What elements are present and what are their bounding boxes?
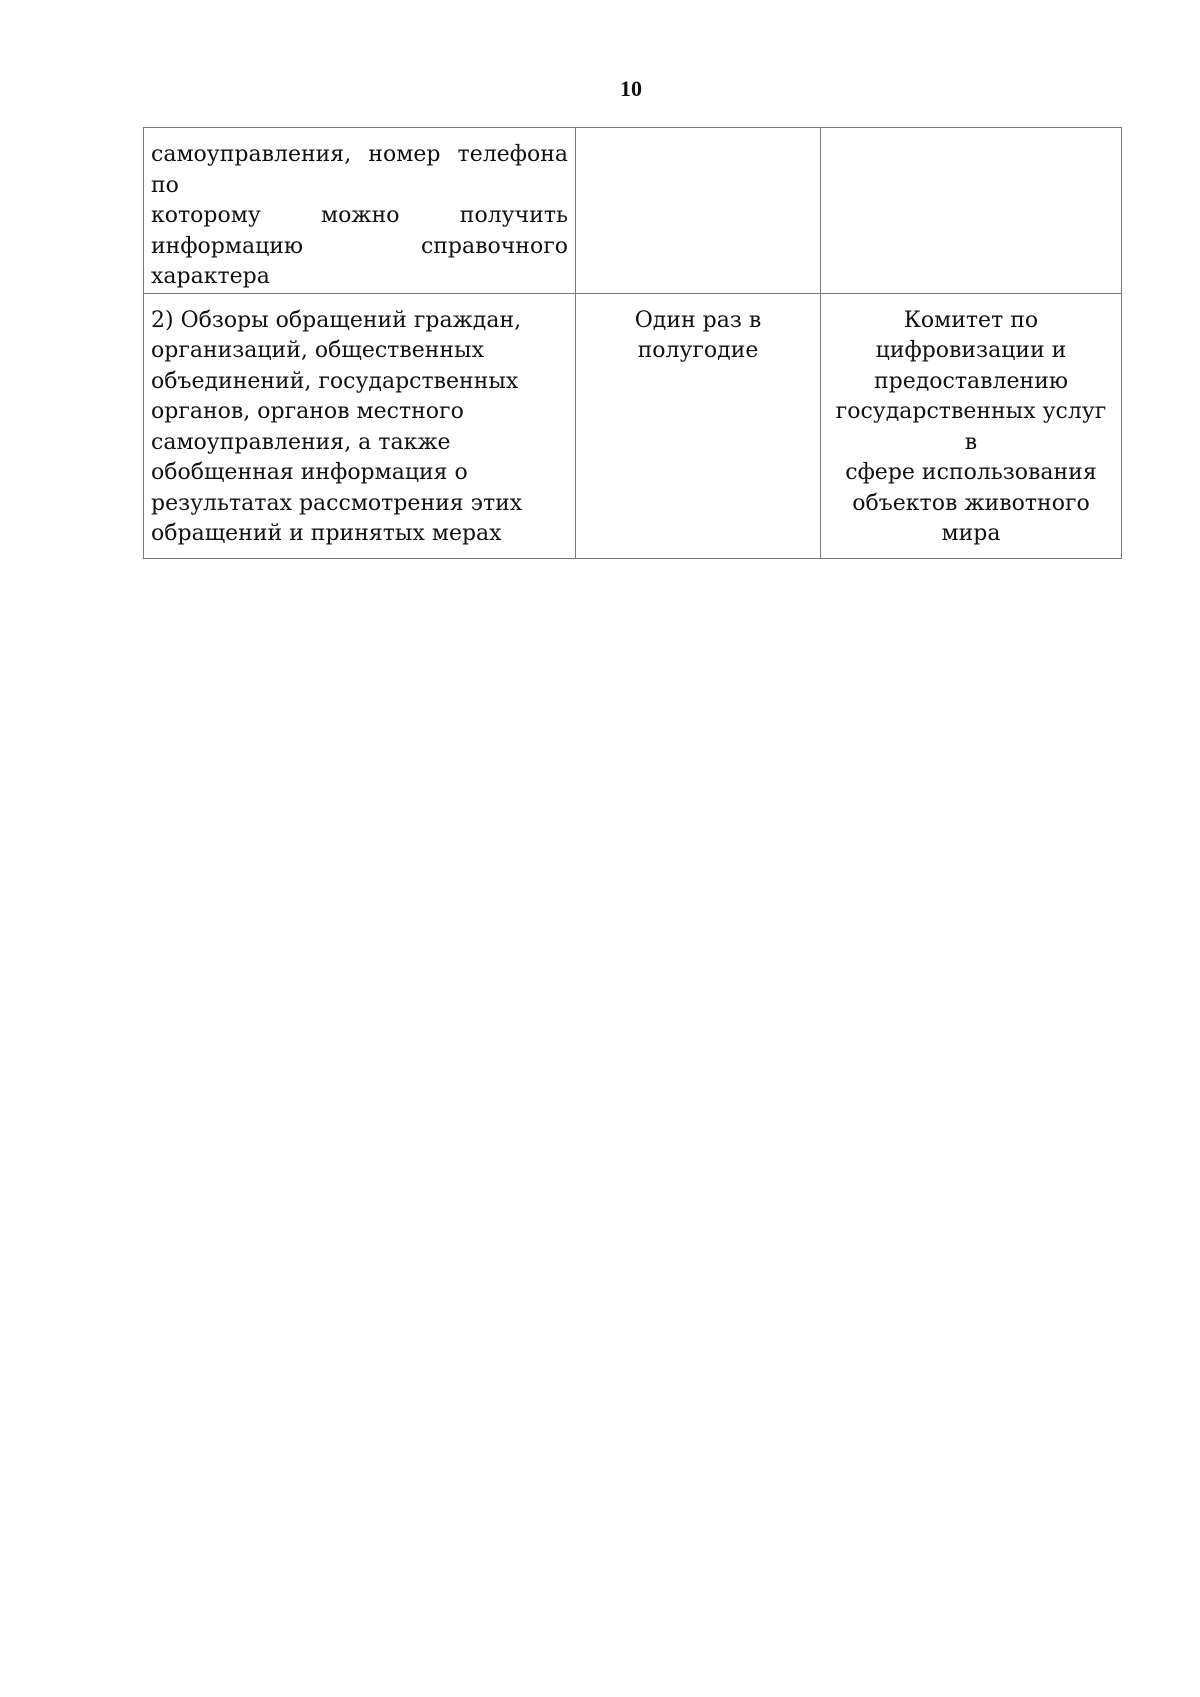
page-number: 10 xyxy=(620,76,642,101)
cell-text-line: мира xyxy=(941,521,1001,546)
table-cell-responsible xyxy=(821,293,1122,558)
cell-text-line: самоуправления, номер телефона по xyxy=(151,142,568,198)
cell-text-line: государственных услуг в xyxy=(835,399,1107,455)
cell-text-line: обращений и принятых мерах xyxy=(151,521,502,546)
cell-text-line: результатах рассмотрения этих xyxy=(151,490,523,516)
cell-text-line: предоставлению xyxy=(873,368,1069,394)
table-cell-frequency xyxy=(576,128,821,294)
table-cell-description xyxy=(144,293,576,558)
table-cell-description xyxy=(144,128,576,294)
table-row xyxy=(144,128,1122,294)
cell-text-line: Один раз в xyxy=(634,307,762,333)
cell-text-line: цифровизации и xyxy=(875,338,1067,363)
cell-text-line: 2) Обзоры обращений граждан, xyxy=(151,307,522,333)
cell-text-line: которому можно получить xyxy=(151,203,568,228)
document-table xyxy=(143,127,1122,559)
cell-text-line: самоуправления, а также xyxy=(151,429,451,455)
cell-text-line: информацию справочного характера xyxy=(151,233,568,289)
cell-text-line: полугодие xyxy=(637,338,759,363)
cell-text-line: сфере использования xyxy=(845,460,1097,485)
cell-text-line: организаций, общественных xyxy=(151,338,484,363)
cell-text-line: объектов животного xyxy=(852,490,1090,516)
cell-text-line: Комитет по xyxy=(903,307,1039,333)
table-cell-responsible xyxy=(821,128,1122,294)
table-row xyxy=(144,293,1122,558)
cell-text-line: органов, органов местного xyxy=(151,399,464,424)
cell-text-line: объединений, государственных xyxy=(151,368,519,394)
table-cell-frequency xyxy=(576,293,821,558)
cell-text-line: обобщенная информация о xyxy=(151,460,468,485)
